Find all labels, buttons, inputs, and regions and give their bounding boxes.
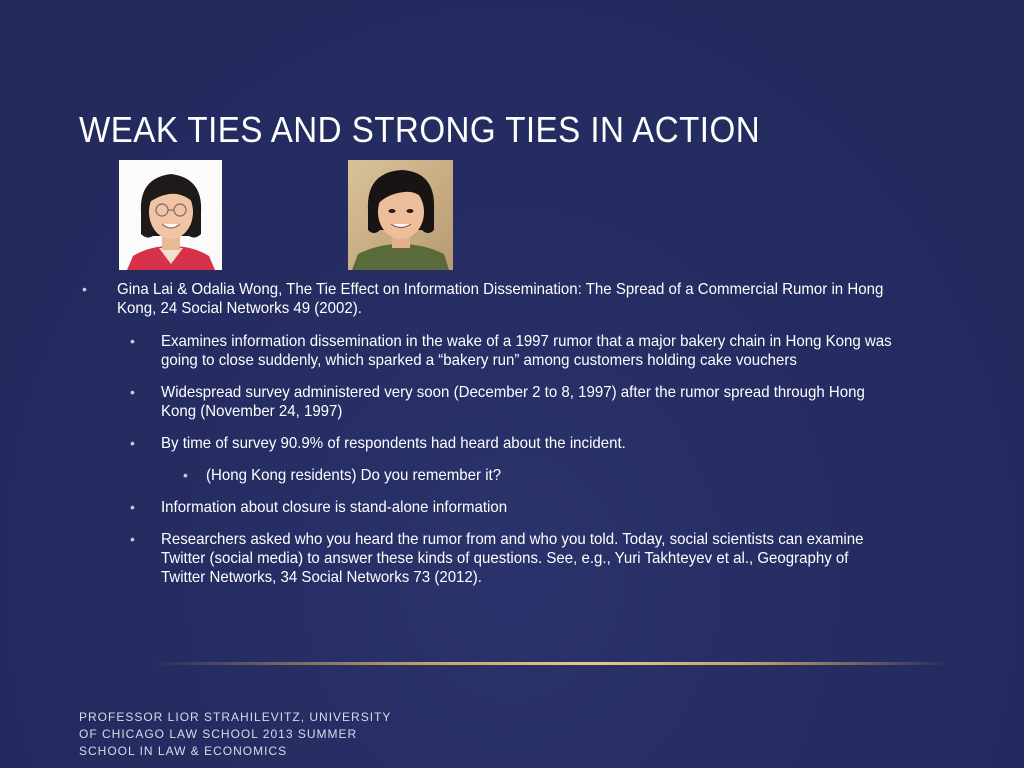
sub-bullet-5 [82, 530, 942, 587]
slide-title: WEAK TIES AND STRONG TIES IN ACTION [79, 109, 761, 150]
bullet-text: Researchers asked who you heard the rumor from and who you told. Today, social scientists can examine Twitter (social media) to answer these kinds of questions. See, e.g., Yuri Takhteyev et al., Geography of Twitter Networks, 34 Social Networks 73 (2012). [161, 531, 864, 586]
sub-bullet-2 [82, 383, 942, 421]
sub-bullet-1 [82, 332, 942, 370]
bullet-text: Widespread survey administered very soon (December 2 to 8, 1997) after the rumor spread through Hong Kong (November 24, 1997) [161, 384, 865, 420]
portrait-photo-right [348, 160, 453, 270]
sub-bullet-4 [82, 498, 942, 517]
bullet-main [82, 280, 942, 318]
bullet-marker: • [183, 467, 188, 483]
sub-bullet-3 [82, 434, 942, 453]
bullet-marker: • [130, 333, 135, 349]
bullet-marker: • [82, 281, 87, 297]
bullet-text: By time of survey 90.9% of respondents had heard about the incident. [161, 435, 626, 452]
bullet-marker: • [130, 435, 135, 451]
bullet-marker: • [130, 384, 135, 400]
bullet-marker: • [130, 499, 135, 515]
bullet-marker: • [130, 531, 135, 547]
bullet-text: Information about closure is stand-alone information [161, 499, 508, 516]
divider-line [150, 662, 950, 665]
bullet-text: Gina Lai & Odalia Wong, The Tie Effect on Information Dissemination: The Spread of a Commercial Rumor in Hong Kong, 24 Social Networks 49 (2002). [117, 281, 884, 317]
portrait-photo-left [119, 160, 222, 270]
bullet-text: Examines information dissemination in the wake of a 1997 rumor that a major bakery chain in Hong Kong was going to close suddenly, which sparked a “bakery run” among customers holding cake vouchers [161, 333, 892, 369]
bullet-list [82, 280, 942, 600]
footer-text: PROFESSOR LIOR STRAHILEVITZ, UNIVERSITY OF CHICAGO LAW SCHOOL 2013 SUMMER SCHOOL IN LAW & ECONOMICS [79, 710, 392, 758]
bullet-text: (Hong Kong residents) Do you remember it? [206, 467, 502, 484]
sub-sub-bullet-1 [82, 466, 942, 485]
